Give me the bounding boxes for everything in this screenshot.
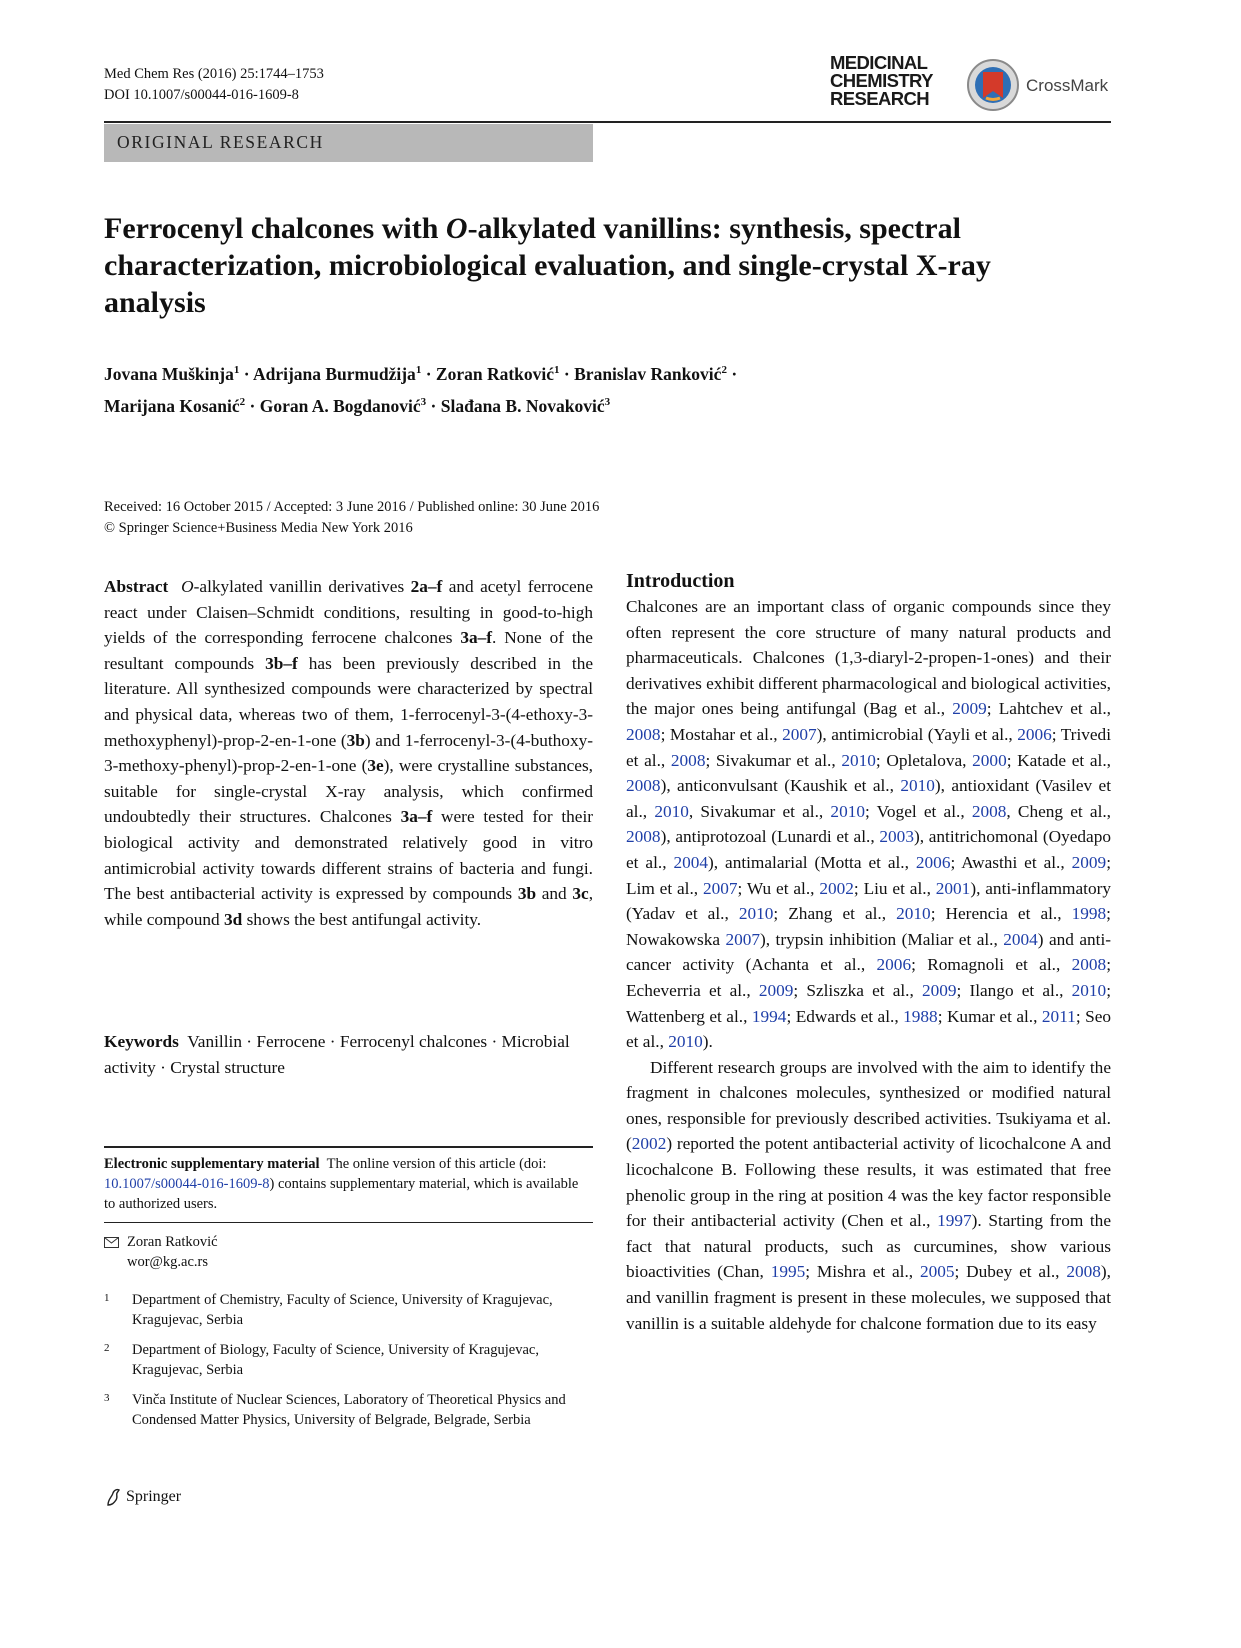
header-rule [104, 121, 1111, 123]
citation-link[interactable]: 2000 [972, 750, 1007, 770]
introduction-body [626, 594, 1111, 1336]
author-affiliation-marker: 1 [415, 364, 422, 376]
footnote-rule [104, 1146, 593, 1148]
citation-link[interactable]: 2002 [631, 1134, 667, 1154]
citation-link[interactable]: 2010 [896, 904, 931, 924]
author-name: Goran A. Bogdanović [259, 395, 421, 416]
section-banner-label: ORIGINAL RESEARCH [117, 132, 324, 152]
affiliation-3: 3 Vinča Institute of Nuclear Sciences, Laboratory of Theoretical Physics and Condensed Matter Physics, University of Belgrade, Belgrade, Serbia [104, 1392, 566, 1428]
journal-logo [830, 54, 1110, 116]
citation-link[interactable]: 1994 [751, 1006, 787, 1026]
copyright: © Springer Science+Business Media New York 2016 [104, 520, 413, 536]
citation-link[interactable]: 2009 [952, 699, 987, 719]
doi: DOI 10.1007/s00044-016-1609-8 [104, 87, 299, 103]
citation-link[interactable]: 2008 [670, 750, 706, 770]
journal-logo-text: MEDICINAL CHEMISTRY RESEARCH [830, 52, 933, 109]
citation-link[interactable]: 2007 [725, 929, 761, 949]
journal-meta [104, 64, 324, 106]
author-list: Jovana Muškinja$^1$ · Adrijana Burmudžija$^1$ · Zoran Ratković$^1$ · Branislav Ranković$^2$ · Marijana Kosanić$^2$ · Goran A. Bogdanović$^3$ · Slađana B. Novaković$^3$ [104, 363, 738, 416]
corresponding-author: Zoran Ratković [127, 1234, 218, 1250]
citation-link[interactable]: 2008 [626, 827, 661, 847]
citation: Med Chem Res (2016) 25:1744–1753 [104, 66, 324, 82]
supplementary-doi-link[interactable]: 10.1007/s00044-016-1609-8 [104, 1176, 270, 1192]
supplementary-note: Electronic supplementary material The online version of this article (doi: 10.1007/s00044-016-1609-8) contains supplementary material, which is available to authorized users. [104, 1156, 579, 1212]
article-dates [104, 497, 599, 539]
esm-rule [104, 1222, 593, 1223]
citation-link[interactable]: 2009 [921, 980, 957, 1000]
citation-link[interactable]: 2002 [819, 878, 854, 898]
citation-link[interactable]: 2004 [673, 852, 709, 872]
citation-link[interactable]: 2010 [738, 904, 774, 924]
citation-link[interactable]: 1995 [770, 1262, 806, 1282]
citation-link[interactable]: 2010 [668, 1032, 703, 1052]
citation-link[interactable]: 2005 [919, 1262, 955, 1282]
introduction-heading: Introduction [626, 570, 735, 592]
citation-link[interactable]: 2007 [702, 878, 738, 898]
article-title: Ferrocenyl chalcones with O-alkylated vanillins: synthesis, spectral characterization, microbiological evaluation, and single-crystal X-ray analysis [104, 212, 991, 319]
author-name: Zoran Ratković [435, 363, 555, 384]
citation-link[interactable]: 2008 [1066, 1262, 1101, 1282]
keywords-label: Keywords [104, 1032, 179, 1051]
springer-horse-icon [104, 1487, 122, 1507]
citation-link[interactable]: 2011 [1041, 1006, 1076, 1026]
citation-link[interactable]: 2008 [626, 776, 661, 796]
abstract: Abstract O-alkylated vanillin derivatives 2a–f and acetyl ferrocene react under Claisen–Schmidt conditions, resulting in good-to-high yields of the corresponding ferrocene chalcones 3a–f. None of the resultant compounds 3b–f has been previously described in the literature. All synthesized compounds were characterized by spectral and physical data, whereas two of them, 1-ferrocenyl-3-(4-ethoxy-3-methoxyphenyl)-prop-2-en-1-one (3b) and 1-ferrocenyl-3-(4-buthoxy-3-methoxy-phenyl)-prop-2-en-1-one (3e), were crystalline substances, suitable for single-crystal X-ray analysis, which confirmed undoubtedly their structures. Chalcones 3a–f were tested for their biological activity and demonstrated relatively good in vitro antimicrobial activity towards different strains of bacteria and fungi. The best antibacterial activity is expressed by compounds 3b and 3c, while compound 3d shows the best antifungal activity. [104, 577, 594, 929]
citation-link[interactable]: 2010 [830, 801, 865, 821]
author-name: Adrijana Burmudžija [252, 363, 416, 384]
citation-link[interactable]: 2008 [1071, 955, 1107, 975]
author-affiliation-marker: 1 [233, 364, 240, 376]
citation-link[interactable]: 2009 [1071, 852, 1107, 872]
correspondence [104, 1232, 218, 1272]
citation-link[interactable]: 2007 [782, 724, 817, 744]
author-name: Marijana Kosanić [104, 395, 240, 416]
citation-link[interactable]: 2004 [1003, 929, 1038, 949]
citation-link[interactable]: 1988 [903, 1006, 938, 1026]
citation-link[interactable]: 2008 [971, 801, 1007, 821]
citation-link[interactable]: 2010 [654, 801, 689, 821]
introduction-paragraph-2: Different research groups are involved with the aim to identify the fragment in chalcones molecules, synthesized or modified natural ones, responsible for previously described activities. Tsukiyama et al. (2002) reported the potent antibacterial activity of licochalcone A and licochalcone B. Following these results, it was estimated that free phenolic group in the ring at position 4 was the key factor responsible for their antibacterial activity (Chen et al., 1997). Starting from the fact that natural products, such as curcumines, show various bioactivities (Chan, 1995; Mishra et al., 2005; Dubey et al., 2008), and vanillin fragment is present in these molecules, we supposed that vanillin is a suitable aldehyde for chalcone formation due to its easy [626, 1057, 1111, 1333]
author-affiliation-marker: 2 [239, 395, 246, 408]
author-affiliation-marker: 1 [554, 364, 560, 376]
author-name: Slađana B. Novaković [440, 395, 605, 416]
section-banner [104, 124, 593, 162]
corresponding-email[interactable]: wor@kg.ac.rs [127, 1254, 208, 1270]
citation-link[interactable]: 2009 [758, 980, 794, 1000]
keywords [104, 1029, 593, 1080]
affiliation-1: 1 Department of Chemistry, Faculty of Science, University of Kragujevac, Kragujevac, Serbia [104, 1292, 553, 1328]
citation-link[interactable]: 2006 [1017, 724, 1052, 744]
citation-link[interactable]: 1997 [937, 1211, 972, 1231]
author-affiliation-marker: 2 [721, 364, 727, 376]
introduction-paragraph-1: Chalcones are an important class of organic compounds since they often represent the core structure of many natural products and pharmaceuticals. Chalcones (1,3-diaryl-2-propen-1-ones) and their derivatives exhibit different pharmacological and biological activities, the major ones being antifungal (Bag et al., 2009; Lahtchev et al., 2008; Mostahar et al., 2007), antimicrobial (Yayli et al., 2006; Trivedi et al., 2008; Sivakumar et al., 2010; Opletalova, 2000; Katade et al., 2008), anticonvulsant (Kaushik et al., 2010), antioxidant (Vasilev et al., 2010, Sivakumar et al., 2010; Vogel et al., 2008, Cheng et al., 2008), antiprotozoal (Lunardi et al., 2003), antitrichomonal (Oyedapo et al., 2004), antimalarial (Motta et al., 2006; Awasthi et al., 2009; Lim et al., 2007; Wu et al., 2002; Liu et al., 2001), anti-inflammatory (Yadav et al., 2010; Zhang et al., 2010; Herencia et al., 1998; Nowakowska 2007), trypsin inhibition (Maliar et al., 2004) and anti-cancer activity (Achanta et al., 2006; Romagnoli et al., 2008; Echeverria et al., 2009; Szliszka et al., 2009; Ilango et al., 2010; Wattenberg et al., 1994; Edwards et al., 1988; Kumar et al., 2011; Seo et al., 2010). [626, 597, 1112, 1052]
citation-link[interactable]: 2010 [900, 776, 935, 796]
keywords-text: Vanillin · Ferrocene · Ferrocenyl chalcones · Microbial activity · Crystal structure [104, 1032, 570, 1077]
citation-link[interactable]: 2006 [915, 852, 951, 872]
author-affiliation-marker: 3 [604, 395, 611, 408]
envelope-icon [104, 1237, 119, 1248]
citation-link[interactable]: 2001 [935, 878, 971, 898]
crossmark-label: CrossMark [1026, 76, 1109, 95]
abstract-label: Abstract [104, 577, 169, 596]
publisher-name: Springer [126, 1488, 182, 1505]
citation-link[interactable]: 2010 [1071, 980, 1107, 1000]
citation-link[interactable]: 2006 [876, 955, 912, 975]
citation-link[interactable]: 1998 [1071, 904, 1107, 924]
author-affiliation-marker: 3 [420, 395, 427, 408]
publisher-footer [104, 1487, 181, 1507]
affiliation-2: 2 Department of Biology, Faculty of Science, University of Kragujevac, Kragujevac, Serbia [104, 1342, 539, 1378]
citation-link[interactable]: 2003 [879, 827, 914, 847]
author-name: Branislav Ranković [574, 363, 722, 384]
history-dates: Received: 16 October 2015 / Accepted: 3 June 2016 / Published online: 30 June 2016 [104, 499, 600, 515]
citation-link[interactable]: 2008 [626, 724, 661, 744]
author-name: Jovana Muškinja [104, 363, 234, 384]
crossmark-icon[interactable] [966, 58, 1020, 112]
citation-link[interactable]: 2010 [841, 750, 876, 770]
